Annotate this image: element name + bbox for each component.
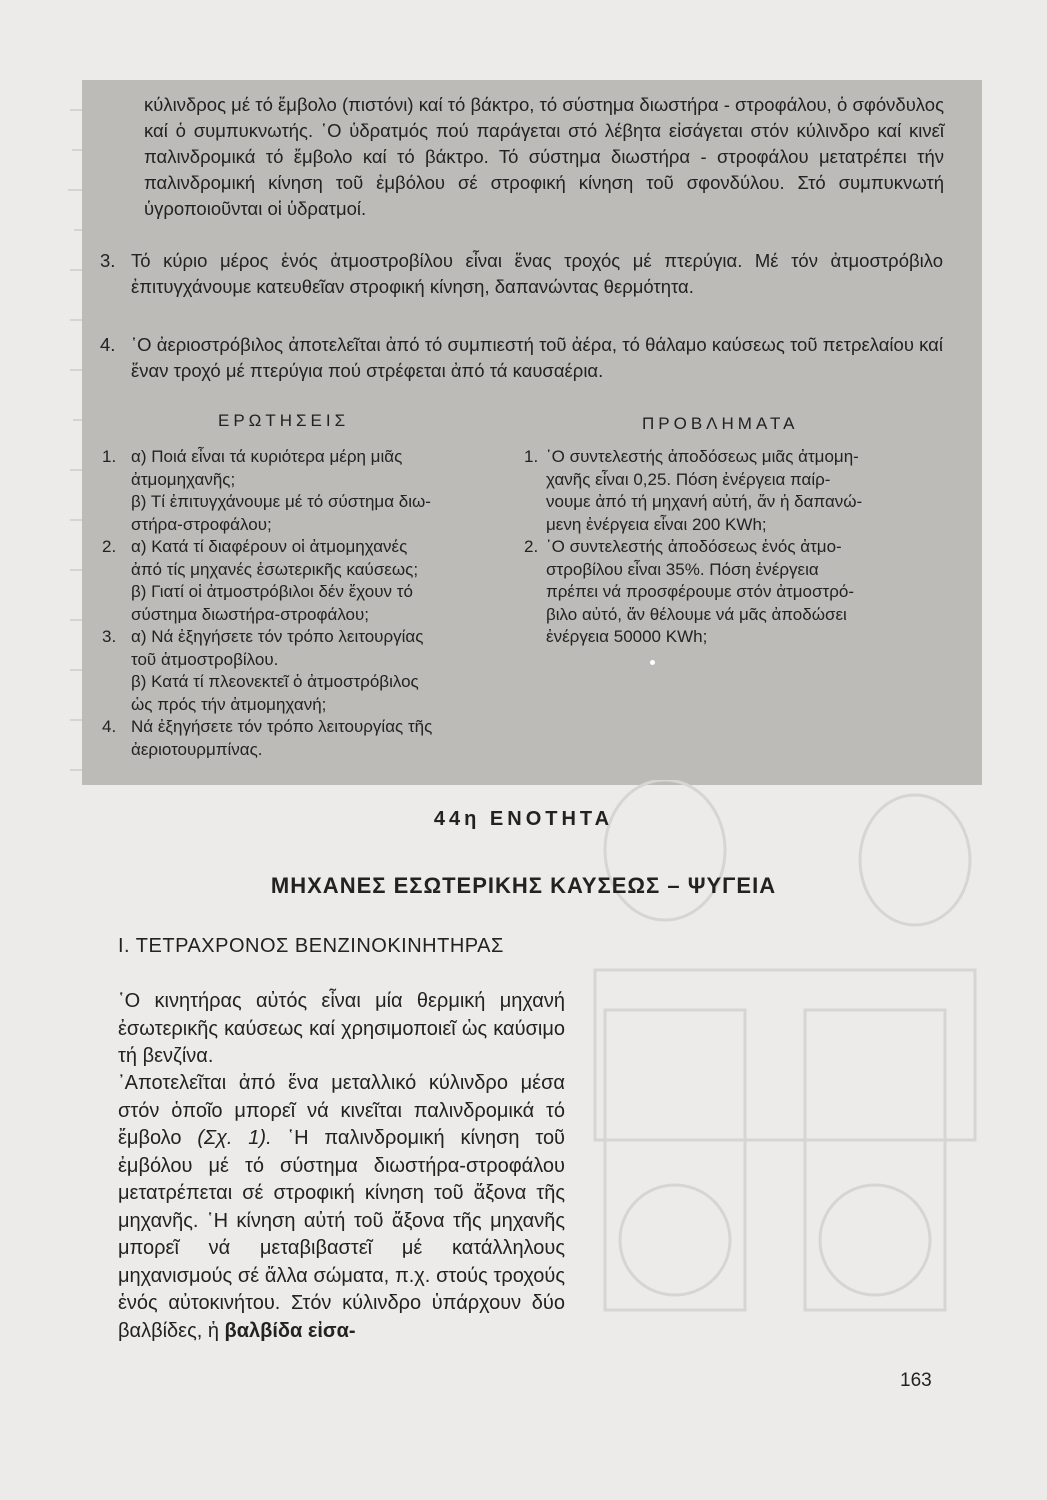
questions-heading: ΕΡΩΤΗΣΕΙΣ — [218, 411, 350, 430]
summary-box — [82, 80, 982, 785]
problem-number: 2. — [524, 537, 539, 556]
question-text: α) Κατά τί διαφέρουν οἱ ἀτμομηχανές ἀπό τίς μηχανές ἐσωτερικῆς καύσεως; β) Γιατί οἱ ἀτμοστρόβιλοι δέν ἔχουν τό σύστημα διωστήρα-στροφάλου; — [131, 537, 419, 624]
body-paragraph: ᾿Αποτελεῖται ἀπό ἕνα μεταλλικό κύλινδρο μέσα στόν ὁποῖο μπορεῖ νά κινεῖται παλινδρομικά τό ἔμβολο (Σχ. 1). ῾Η παλινδρομική κίνηση τοῦ ἐμβόλου μέ τό σύστημα διωστήρα-στροφάλου μετατρέπεται σέ στροφική κίνηση τοῦ ἄξονα τῆς μηχανῆς. ῾Η κίνηση αὐτή τοῦ ἄξονα τῆς μηχανῆς μπορεῖ νά μεταβιβαστεῖ μέ κατάλληλους μηχανισμούς σέ ἄλλα σώματα, π.χ. στούς τροχούς ἑνός αὐτοκινήτου. Στόν κύλινδρο ὑπάρχουν δύο βαλβίδες, ἡ βαλβίδα εἰσα- — [118, 1072, 565, 1342]
summary-intro: κύλινδρος μέ τό ἔμβολο (πιστόνι) καί τό βάκτρο, τό σύστημα διωστήρα - στροφάλου, ὁ σφόνδυλος καί ὁ συμπυκνωτής. ῾Ο ὑδρατμός πού παράγεται στό λέβητα εἰσάγεται στόν κύλινδρο καί κινεῖ παλινδρομικά τό ἔμβολο καί τό βάκτρο. Τό σύστημα διωστήρα - στροφάλου μετατρέπει τήν παλινδρομική κίνηση τοῦ ἐμβόλου σέ στροφική κίνηση τοῦ σφονδύλου. Στό συμπυκνωτή ὑγροποιοῦνται οἱ ὑδρατμοί. — [144, 94, 944, 219]
question-number: 4. — [102, 717, 117, 736]
problem-number: 1. — [524, 447, 539, 466]
page-number: 163 — [900, 1370, 932, 1391]
section-title: 44η ΕΝΟΤΗΤΑ — [433, 808, 614, 830]
question-text: Νά ἐξηγήσετε τόν τρόπο λειτουργίας τῆς ἀεριοτουρμπίνας. — [131, 717, 433, 759]
summary-item: ῾Ο ἀεριοστρόβιλος ἀποτελεῖται ἀπό τό συμπιεστή τοῦ ἀέρα, τό θάλαμο καύσεως τοῦ πετρελαίου καί ἕναν τροχό μέ πτερύγια πού στρέφεται ἀπό τά καυσαέρια. — [131, 334, 943, 381]
body-paragraph: ῾Ο κινητήρας αὐτός εἶναι μία θερμική μηχανή ἐσωτερικῆς καύσεως καί χρησιμοποιεῖ ὡς καύσιμο τή βενζίνα. — [118, 990, 565, 1067]
figure-bleed-through — [585, 780, 980, 1340]
figure-reference: (Σχ. 1). — [197, 1127, 272, 1149]
summary-item-number: 3. — [100, 250, 116, 271]
question-number: 3. — [102, 627, 117, 646]
chapter-title: ΜΗΧΑΝΕΣ ΕΣΩΤΕΡΙΚΗΣ ΚΑΥΣΕΩΣ – ΨΥΓΕΙΑ — [270, 873, 777, 898]
scan-speck — [650, 660, 655, 665]
problem-text: ῾Ο συντελεστής ἀποδόσεως μιᾶς ἀτμομη- χανῆς εἶναι 0,25. Πόση ἐνέργεια παίρ- νουμε ἀπό τή μηχανή αὐτή, ἄν ἡ δαπανώ- μενη ἐνέργεια εἶναι 200 KWh; — [546, 447, 863, 534]
question-text: α) Νά ἐξηγήσετε τόν τρόπο λειτουργίας τοῦ ἀτμοστροβίλου. β) Κατά τί πλεονεκτεῖ ὁ ἀτμοστρόβιλος ὡς πρός τήν ἀτμομηχανή; — [131, 627, 424, 714]
problem-text: ῾Ο συντελεστής ἀποδόσεως ἑνός ἀτμο- στροβίλου εἶναι 35%. Πόση ἐνέργεια πρέπει νά προσφέρουμε στόν ἀτμοστρό- βιλο αὐτό, ἄν θέλουμε νά μᾶς ἀποδώσει ἐνέργεια 50000 KWh; — [546, 537, 854, 646]
question-number: 1. — [102, 447, 117, 466]
problems-heading: ΠΡΟΒΛΗΜΑΤΑ — [642, 414, 799, 433]
summary-item-number: 4. — [100, 334, 116, 355]
section-subheading: Ι. ΤΕΤΡΑΧΡΟΝΟΣ ΒΕΝΖΙΝΟΚΙΝΗΤΗΡΑΣ — [118, 935, 504, 957]
bold-term: βαλβίδα εἰσα- — [224, 1319, 356, 1342]
summary-item: Τό κύριο μέρος ἑνός ἀτμοστροβίλου εἶναι ἕνας τροχός μέ πτερύγια. Μέ τόν ἀτμοστρόβιλο ἐπιτυγχάνουμε κατευθεῖαν στροφική κίνηση, δαπανώντας θερμότητα. — [131, 250, 943, 297]
question-number: 2. — [102, 537, 117, 556]
question-text: α) Ποιά εἶναι τά κυριότερα μέρη μιᾶς ἀτμομηχανῆς; β) Τί ἐπιτυγχάνουμε μέ τό σύστημα διω- στήρα-στροφάλου; — [131, 447, 431, 534]
